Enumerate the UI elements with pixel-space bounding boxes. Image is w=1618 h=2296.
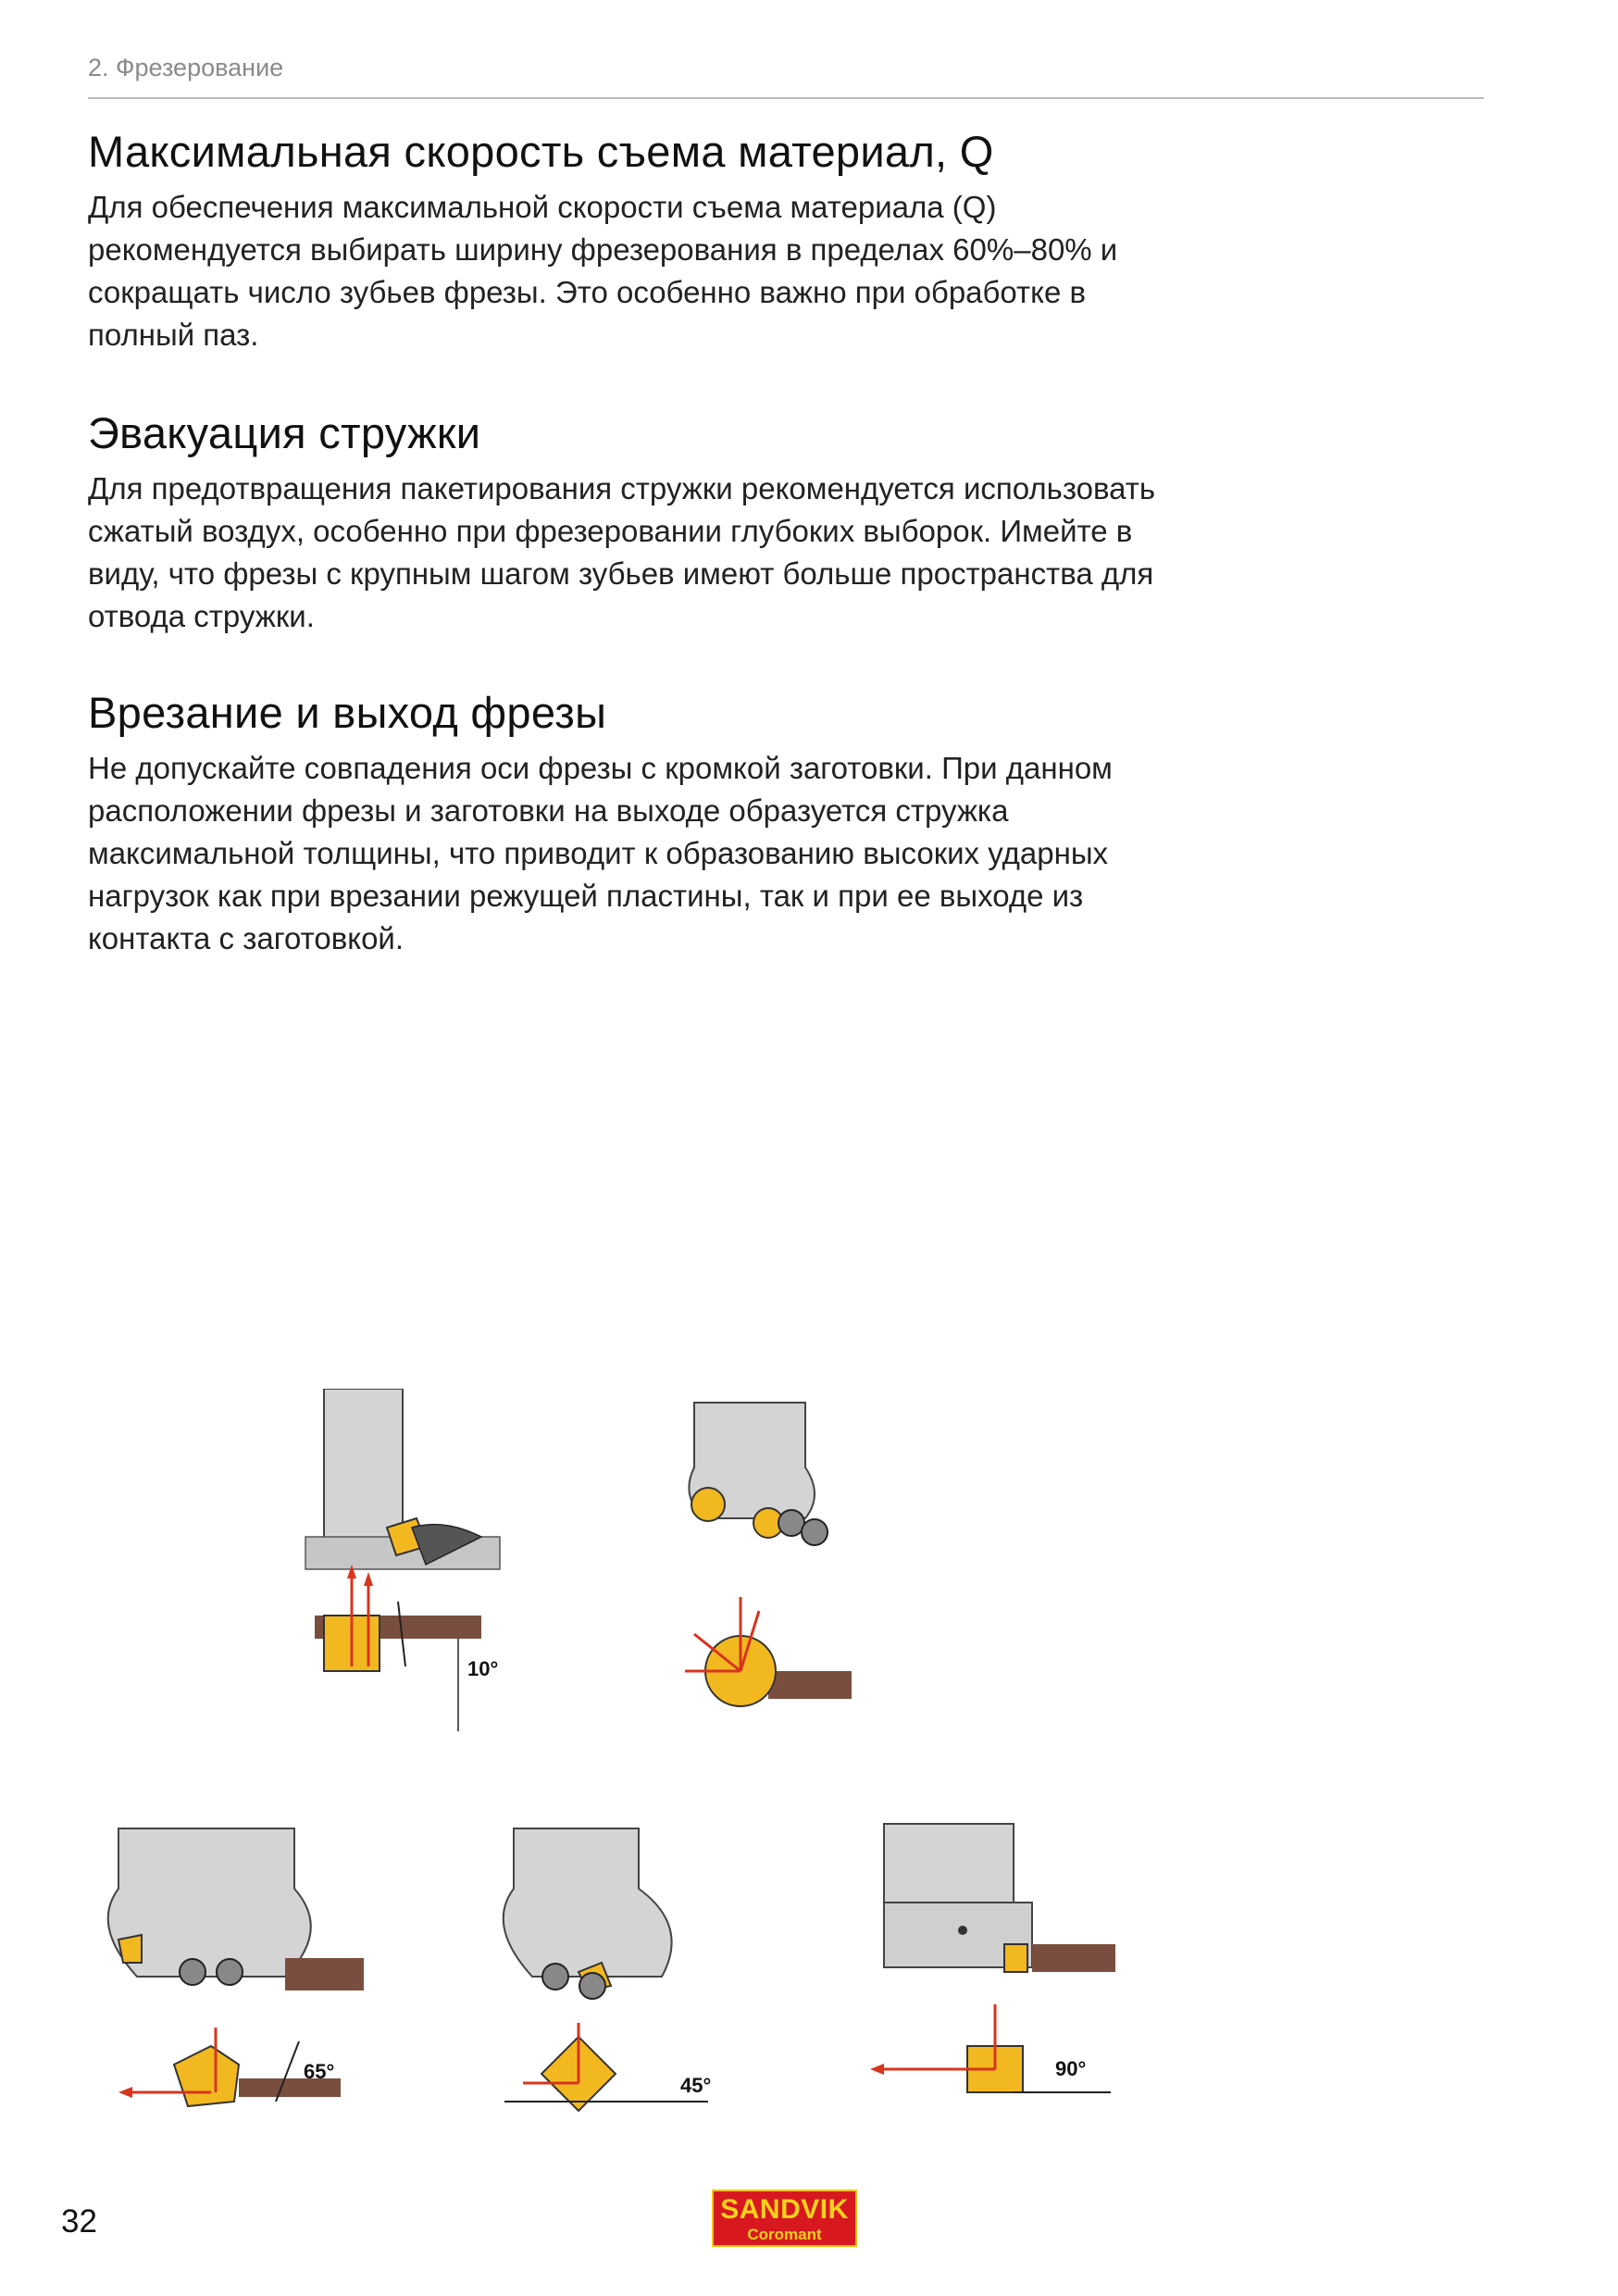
section-title: Эвакуация стружки — [88, 408, 481, 457]
section-body: Не допускайте совпадения оси фрезы с кромкой заготовки. При данном расположении фрезы и заготовки на выходе образуется стружка максимальной толщины, что приводит к образованию высоких ударных нагрузок как при врезании режущей пластины, так и при ее выходе из контакта с заготовкой. — [88, 751, 1113, 955]
section-body: Для обеспечения максимальной скорости съема материала (Q) рекомендуется выбирать ширину фрезерования в пределах 60%–80% и сокращать число зубьев фрезы. Это особенно важно при обработке в полный паз. — [88, 190, 1118, 352]
angle-label-90: 90° — [1055, 2057, 1087, 2080]
figure-entry-90 — [856, 1815, 1125, 2134]
figure-entry-65 — [100, 1824, 368, 2134]
figure-entry-45 — [486, 1824, 741, 2134]
figure-round-insert — [666, 1393, 861, 1727]
section-entry-exit — [88, 687, 1162, 960]
angle-label-65: 65° — [304, 2060, 335, 2083]
section-max-removal-rate — [88, 126, 1162, 356]
sandvik-logo — [712, 2190, 857, 2247]
angle-label-10: 10° — [467, 1657, 499, 1680]
section-chip-evacuation — [88, 407, 1162, 638]
page-number: 32 — [61, 2203, 97, 2240]
logo-sub: Coromant — [747, 2226, 822, 2243]
logo-brand: SANDVIK — [720, 2194, 849, 2225]
figure-square-shoulder-10 — [296, 1389, 537, 1736]
chapter-label: 2. Фрезерование — [88, 54, 284, 81]
angle-label-45: 45° — [680, 2074, 712, 2097]
header-rule — [88, 97, 1484, 99]
section-body: Для предотвращения пакетирования стружки рекомендуется использовать сжатый воздух, особенно при фрезеровании глубоких выборок. Имейте в виду, что фрезы с крупным шагом зубьев имеют больше пространства для отвода стружки. — [88, 471, 1156, 633]
section-title: Врезание и выход фрезы — [88, 688, 607, 737]
section-title: Максимальная скорость съема материал, Q — [88, 127, 994, 176]
